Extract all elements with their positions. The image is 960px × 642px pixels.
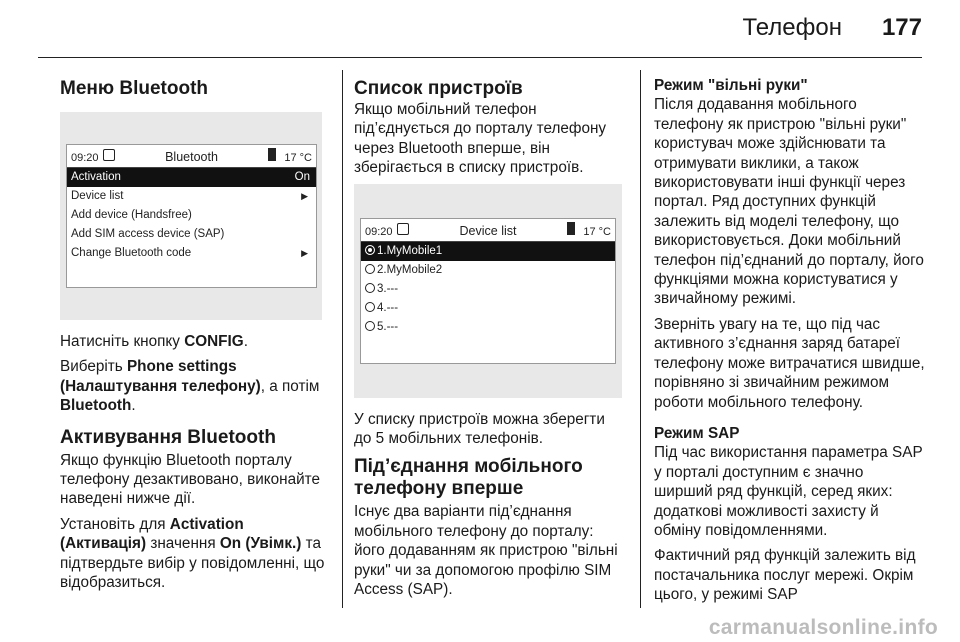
- device-list-item[interactable]: 1.MyMobile1: [361, 242, 615, 261]
- page-number: 177: [881, 14, 922, 41]
- screenshot-device-list: [354, 184, 622, 398]
- menu-item-label: Activation: [71, 171, 121, 183]
- display-header: [67, 145, 316, 168]
- temperature: 17 °C: [583, 225, 611, 238]
- paragraph-activation-intro: Якщо функцію Bluetooth порталу телефону дезактивовано, виконайте наведені нижче дії.: [60, 451, 321, 508]
- device-list-item[interactable]: 2.MyMobile2: [361, 261, 615, 280]
- paragraph-battery-note: Зверніть увагу на те, що під час активного з’єднання заряд батареї телефону може витрачатися швидше, порівняно зі звичайним режимом роботи мобільного телефону.: [654, 315, 925, 411]
- phone-icon: [567, 222, 575, 235]
- section-heading-sap: Режим SAP: [654, 424, 740, 442]
- menu-item-change-code[interactable]: [67, 244, 316, 263]
- paragraph-sap-provider: Фактичний ряд функцій залежить від постачальника послуг мережі. Окрім цього, у режимі SAP: [654, 547, 916, 604]
- display-screen: [360, 218, 616, 364]
- section-heading-handsfree: Режим "вільні руки": [654, 77, 808, 94]
- temperature: 17 °C: [284, 152, 312, 164]
- menu-item-add-device[interactable]: [67, 206, 316, 225]
- paragraph-connection-options: Існує два варіанти під’єднання мобільного телефону до порталу: його додаванням як пристрою "вільні руки" чи за допомогою профілю SIM Access (SAP).: [354, 503, 618, 599]
- display-title: Device list: [459, 223, 517, 238]
- radio-icon: [365, 264, 375, 274]
- device-list-item[interactable]: 3.---: [361, 280, 615, 299]
- column-2: [354, 66, 624, 605]
- menu-item-label: Add device (Handsfree): [71, 209, 192, 221]
- header-rule: [38, 57, 922, 58]
- paragraph-press-config: Натисніть кнопку CONFIG.: [60, 333, 248, 350]
- clock-time: 09:20: [71, 152, 99, 164]
- display-title: Bluetooth: [165, 150, 218, 164]
- column-3: [654, 66, 926, 611]
- radio-icon: [365, 283, 375, 293]
- column-1: [60, 66, 325, 598]
- menu-item-label: Device list: [71, 190, 124, 202]
- paragraph-sap-description: Під час використання параметра SAP у порталі доступним є значно ширший ряд функцій, серед яких: додаткові можливості захисту й обміну повідомленнями.: [654, 444, 923, 539]
- section-heading-activation: Активування Bluetooth: [60, 426, 276, 448]
- section-heading-first-connection: Під’єднання мобільного телефону вперше: [354, 456, 583, 500]
- screenshot-bluetooth-menu: [60, 112, 322, 320]
- display-header: [361, 219, 615, 242]
- paragraph-activation-steps: Установіть для Activation (Активація) значення On (Увімк.) та підтвердьте вибір у повідомленні, що відобразиться.: [60, 515, 325, 592]
- paragraph-device-list-intro: Якщо мобільний телефон під’єднується до порталу телефону через Bluetooth вперше, він зберігається в списку пристроїв.: [354, 101, 607, 177]
- section-heading-bluetooth-menu: Меню Bluetooth: [60, 78, 209, 99]
- menu-item-device-list[interactable]: [67, 187, 316, 206]
- clock-time: 09:20: [365, 225, 393, 238]
- radio-selected-icon: [365, 245, 375, 255]
- radio-icon: [365, 321, 375, 331]
- device-list-item[interactable]: 5.---: [361, 318, 615, 337]
- menu-item-label: Add SIM access device (SAP): [71, 228, 225, 240]
- chevron-right-icon: ▶: [301, 248, 308, 258]
- page-header: [0, 0, 960, 58]
- column-divider-2: [640, 70, 641, 608]
- watermark: carmanualsonline.info: [708, 616, 938, 639]
- activation-value: On: [294, 171, 310, 183]
- menu-item-add-sim-device[interactable]: [67, 225, 316, 244]
- paragraph-device-list-capacity: У списку пристроїв можна зберегти до 5 мобільних телефонів.: [354, 410, 605, 448]
- section-heading-device-list: Список пристроїв: [354, 78, 523, 99]
- display-screen: [66, 144, 317, 288]
- paragraph-handsfree-description: Після додавання мобільного телефону як пристрою "вільні руки" користувач може здійснювати та отримувати виклики, а також використовувати інші функції через портал. Ряд доступних функцій залежить від моделі телефону, що використовується. Доки мобільний телефон під’єднаний до порталу, його функціями можна користуватися у звичайному режимі.: [654, 96, 924, 308]
- device-list-item[interactable]: 4.---: [361, 299, 615, 318]
- phone-icon: [268, 148, 276, 161]
- menu-item-activation[interactable]: [67, 168, 316, 187]
- header-title: Телефон: [742, 14, 842, 41]
- paragraph-select-phone-settings: Виберіть Phone settings (Налаштування телефону), а потім Bluetooth.: [60, 358, 320, 415]
- chevron-right-icon: ▶: [301, 191, 308, 201]
- menu-item-label: Change Bluetooth code: [71, 247, 192, 259]
- column-divider-1: [342, 70, 343, 608]
- radio-icon: [365, 302, 375, 312]
